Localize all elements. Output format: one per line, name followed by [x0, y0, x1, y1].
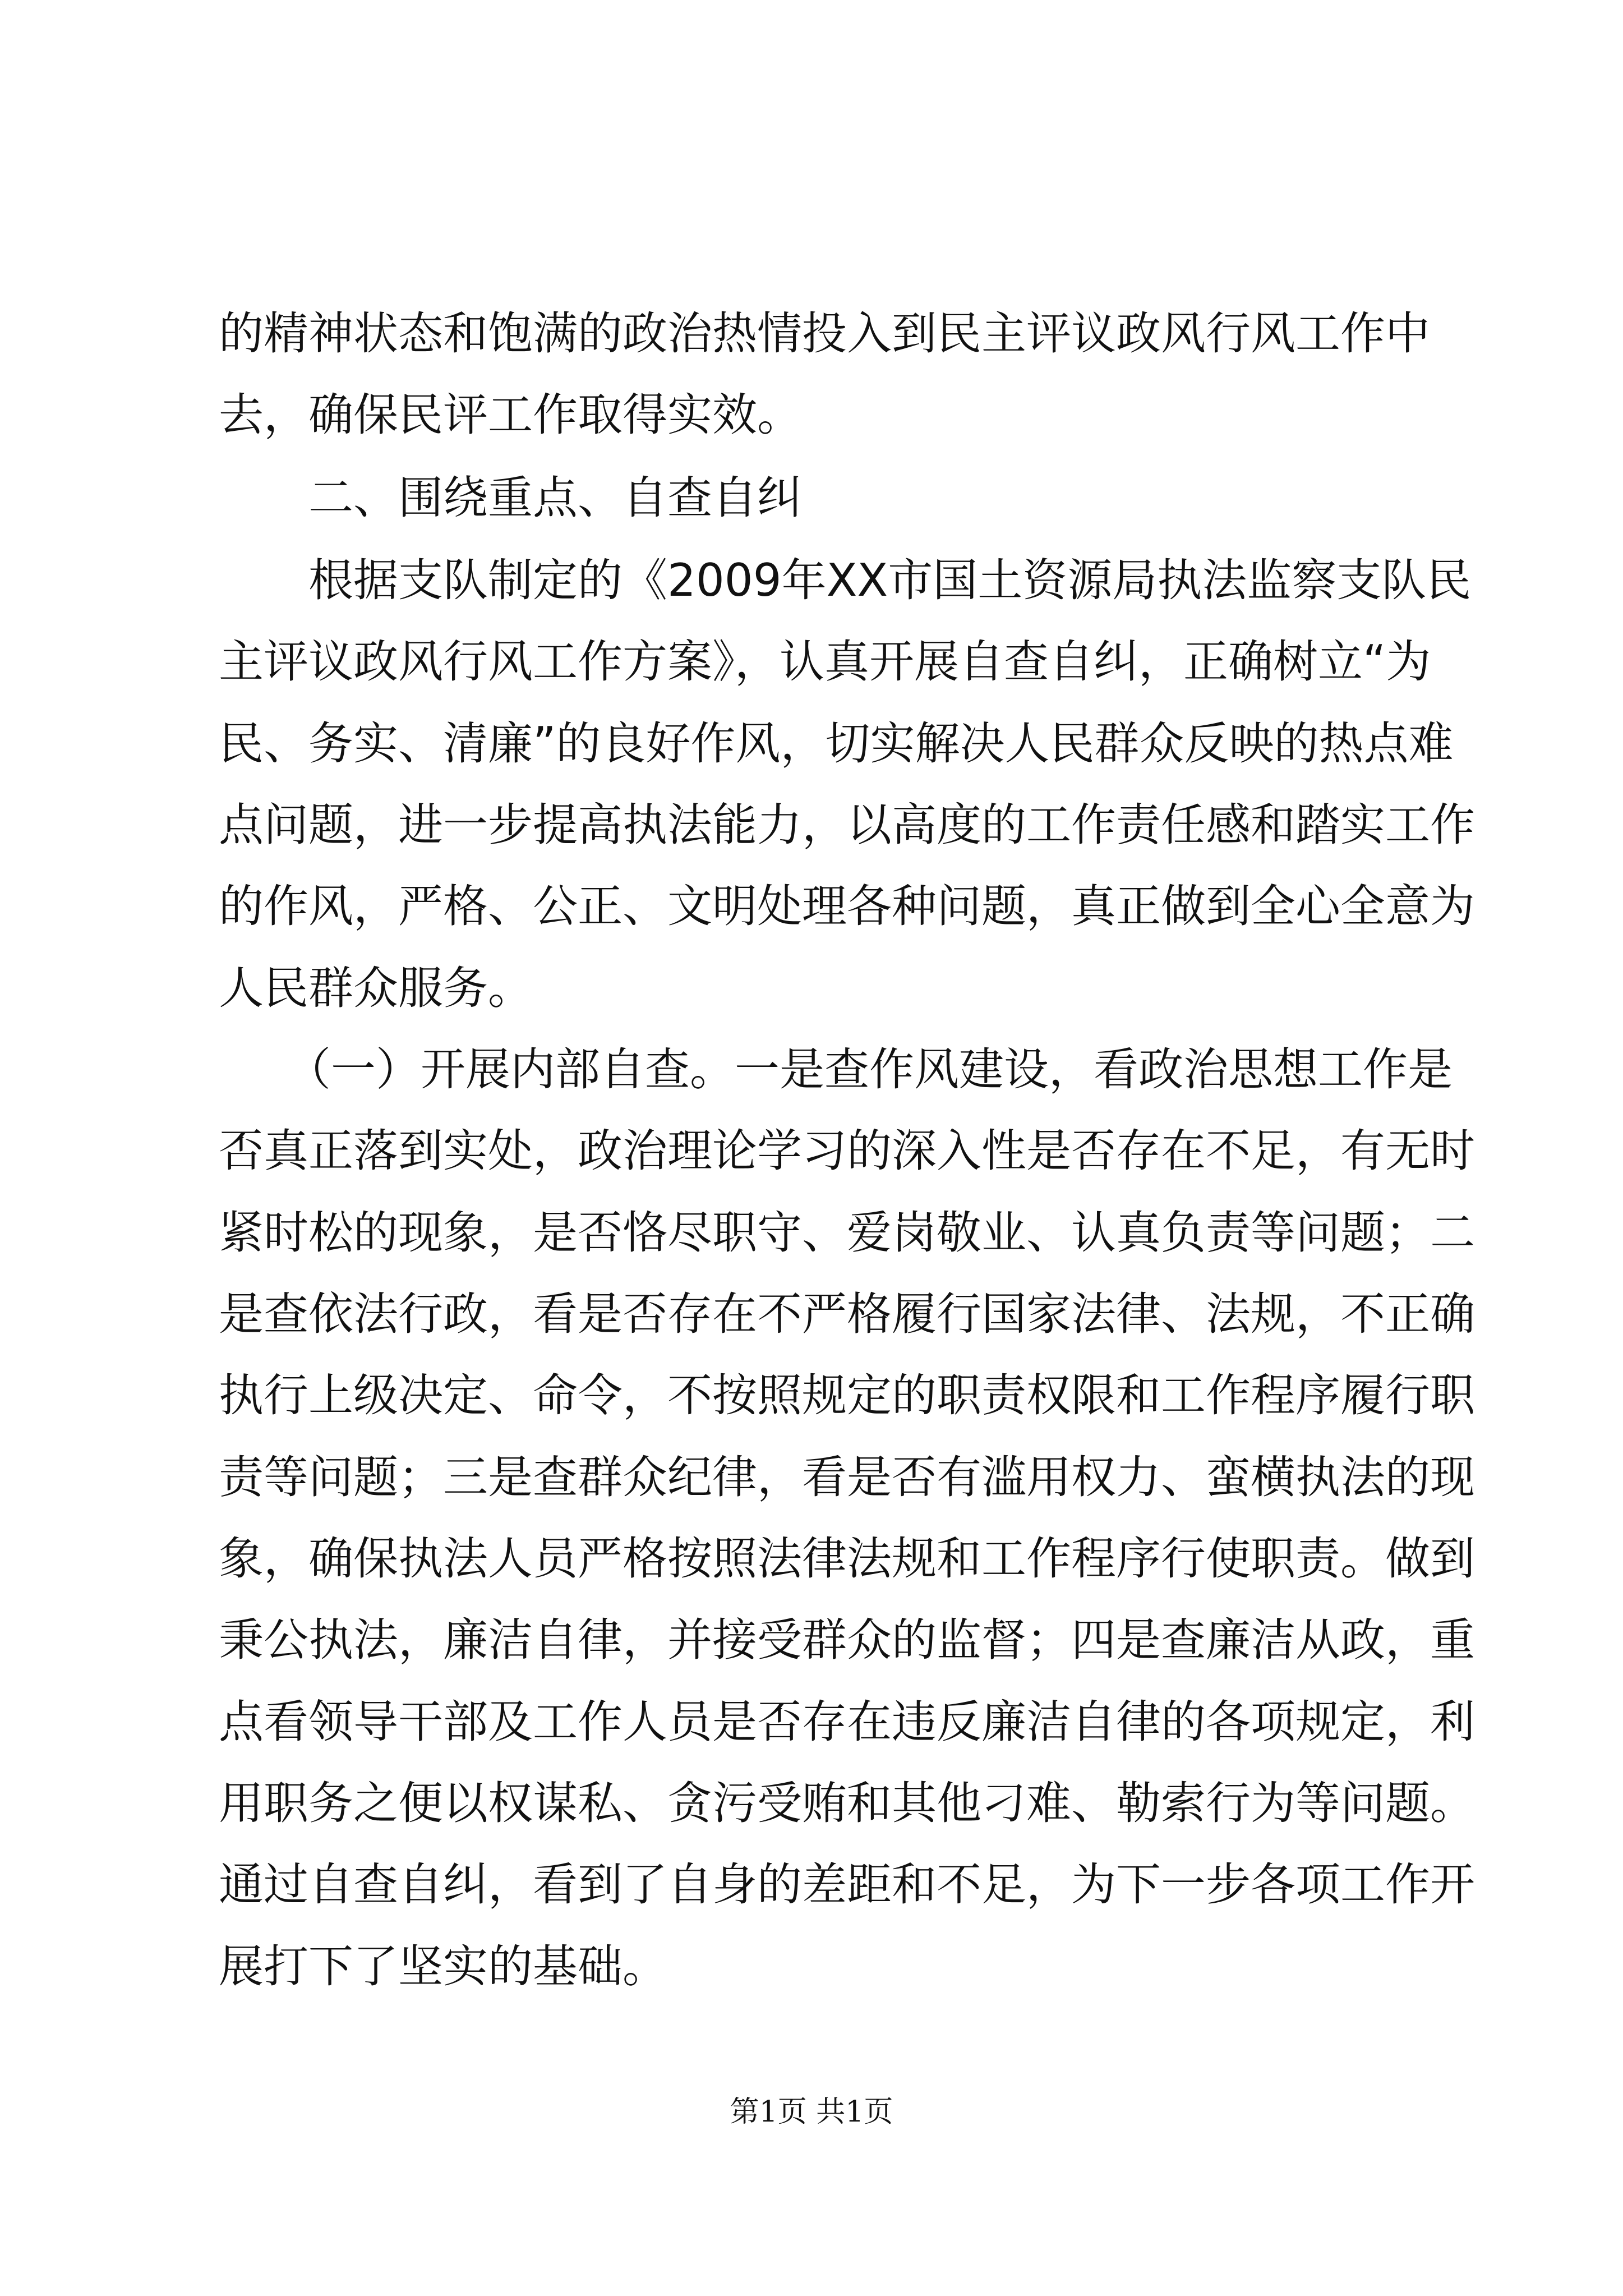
text-line: 秉公执法，廉洁自律，并接受群众的监督；四是查廉洁从政，重: [219, 1614, 1475, 1666]
text-line: 展打下了坚实的基础。: [219, 1940, 667, 1993]
text-line: （一）开展内部自查。一是查作风建设，看政治思想工作是: [286, 1043, 1453, 1096]
text-line: 民、务实、清廉”的良好作风，切实解决人民群众反映的热点难: [219, 717, 1454, 770]
text-line: 的作风，严格、公正、文明处理各种问题，真正做到全心全意为: [219, 880, 1475, 932]
text-line: 主评议政风行风工作方案》，认真开展自查自纠，正确树立“为: [219, 636, 1431, 688]
text-line: 点看领导干部及工作人员是否存在违反廉洁自律的各项规定，利: [219, 1696, 1475, 1748]
text-line: 执行上级决定、命令，不按照规定的职责权限和工作程序履行职: [219, 1369, 1475, 1421]
text-line: 点问题，进一步提高执法能力，以高度的工作责任感和踏实工作: [219, 799, 1475, 851]
text-line: 否真正落到实处，政治理论学习的深入性是否存在不足，有无时: [219, 1125, 1475, 1177]
text-line: 人民群众服务。: [219, 962, 533, 1014]
text-line: 的精神状态和饱满的政治热情投入到民主评议政风行风工作中: [219, 307, 1430, 360]
text-line: 象，确保执法人员严格按照法律法规和工作程序行使职责。做到: [219, 1533, 1475, 1585]
text-line: 责等问题；三是查群众纪律，看是否有滥用权力、蛮横执法的现: [219, 1451, 1475, 1503]
page-number-footer: 第1页 共1页: [730, 2095, 893, 2129]
section-heading: 二、围绕重点、自查自纠: [308, 472, 802, 524]
text-line: 去，确保民评工作取得实效。: [219, 389, 802, 441]
text-line: 用职务之便以权谋私、贪污受贿和其他刁难、勒索行为等问题。: [219, 1777, 1475, 1829]
text-line: 根据支队制定的《2009年XX市国土资源局执法监察支队民: [308, 554, 1472, 606]
text-line: 紧时松的现象，是否恪尽职守、爱岗敬业、认真负责等问题；二: [219, 1207, 1475, 1259]
text-line: 通过自查自纠，看到了自身的差距和不足，为下一步各项工作开: [219, 1858, 1475, 1911]
text-line: 是查依法行政，看是否存在不严格履行国家法律、法规，不正确: [219, 1288, 1475, 1340]
